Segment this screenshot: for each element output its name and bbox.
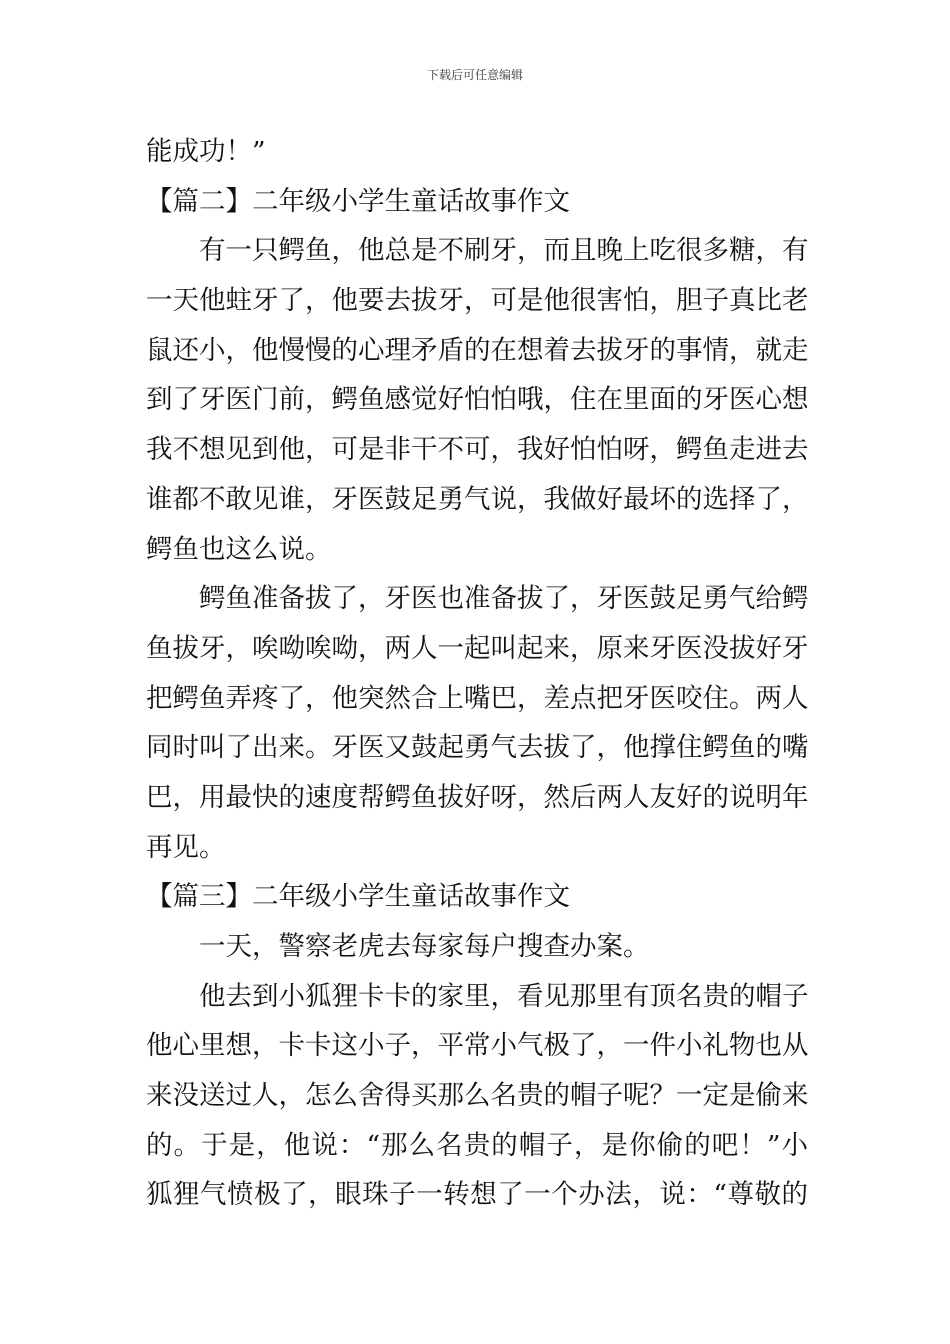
page-header: 下载后可任意编辑 — [426, 68, 523, 82]
text-line: 鼠还小，他慢慢的心理矛盾的在想着去拔牙的事情，就走 — [146, 334, 809, 366]
text-line: 鱼拔牙，唉呦唉呦，两人一起叫起来，原来牙医没拔好牙 — [146, 632, 809, 664]
text-line: 一天，警察老虎去每家每户搜查办案。 — [199, 931, 650, 962]
section-heading: 【篇二】二年级小学生童话故事作文 — [146, 185, 570, 217]
text-line: 同时叫了出来。牙医又鼓起勇气去拔了，他撑住鳄鱼的嘴 — [146, 732, 809, 764]
text-line: 谁都不敢见谁，牙医鼓足勇气说，我做好最坏的选择了， — [146, 483, 809, 515]
section-heading: 【篇三】二年级小学生童话故事作文 — [146, 881, 570, 913]
text-line: 狐狸气愤极了，眼珠子一转想了一个办法，说：“尊敬的 — [146, 1179, 808, 1211]
text-line: 再见。 — [146, 831, 226, 863]
text-line: 他去到小狐狸卡卡的家里，看见那里有顶名贵的帽子 — [199, 980, 809, 1012]
text-line: 他心里想，卡卡这小子，平常小气极了，一件小礼物也从 — [146, 1030, 809, 1062]
text-line: 把鳄鱼弄疼了，他突然合上嘴巴，差点把牙医咬住。两人 — [146, 682, 809, 714]
text-line: 我不想见到他，可是非干不可，我好怕怕呀，鳄鱼走进去 — [146, 434, 809, 466]
text-line: 鳄鱼准备拔了，牙医也准备拔了，牙医鼓足勇气给鳄 — [199, 583, 809, 615]
document-body — [146, 127, 808, 1220]
text-line: 巴，用最快的速度帮鳄鱼拔好呀，然后两人友好的说明年 — [146, 781, 809, 813]
text-line: 能成功！” — [146, 136, 266, 167]
text-line: 到了牙医门前，鳄鱼感觉好怕怕哦，住在里面的牙医心想 — [146, 384, 809, 416]
text-line: 鳄鱼也这么说。 — [146, 533, 332, 565]
text-line: 来没送过人，怎么舍得买那么名贵的帽子呢？一定是偷来 — [146, 1080, 809, 1112]
text-line: 的。于是，他说：“那么名贵的帽子，是你偷的吧！”小 — [146, 1129, 808, 1161]
text-line: 一天他蛀牙了，他要去拔牙，可是他很害怕，胆子真比老 — [146, 285, 809, 317]
text-line: 有一只鳄鱼，他总是不刷牙，而且晚上吃很多糖，有 — [199, 235, 809, 267]
